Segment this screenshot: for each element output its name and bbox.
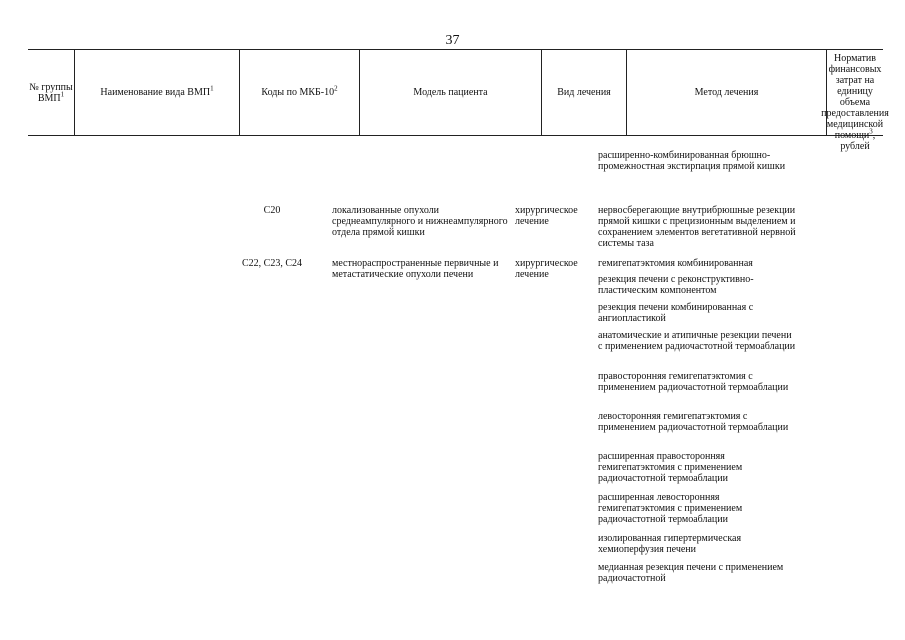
footnote-ref: 1 bbox=[60, 90, 65, 99]
method-cell: резекция печени с реконструктивно-пластическим компонентом bbox=[598, 274, 754, 296]
header-treatment-method-label: Метод лечения bbox=[694, 87, 759, 98]
method-cell: правосторонняя гемигепатэктомия с применением радиочастотной термоаблации bbox=[598, 371, 789, 393]
method-cell: анатомические и атипичные резекции печени с применением радиочастотной термоаблации bbox=[598, 330, 796, 352]
footnote-ref: 1 bbox=[210, 84, 214, 93]
header-cost-norm bbox=[821, 50, 889, 152]
header-treatment-type-label: Вид лечения bbox=[557, 87, 611, 98]
header-treatment-type bbox=[541, 50, 626, 135]
method-cell: резекция печени комбинированная с ангиопластикой bbox=[598, 302, 754, 324]
footnote-ref: 2 bbox=[334, 84, 338, 93]
method-cell: гемигепатэктомия комбинированная bbox=[598, 258, 753, 269]
header-patient-model-label: Модель пациента bbox=[413, 87, 488, 98]
header-vmp-name-label: Наименование вида ВМП bbox=[100, 87, 211, 98]
header-group-number-label: № группы ВМП bbox=[29, 81, 73, 104]
method-cell: нервосберегающие внутрибрюшные резекции прямой кишки с прецизионным выделением и сохранением элементов вегетативной нервной системы таза bbox=[598, 205, 796, 249]
header-group-number bbox=[28, 50, 74, 135]
method-cell: расширенная правосторонняя гемигепатэктомия с применением радиочастотной термоаблации bbox=[598, 451, 743, 484]
treatment-type-cell: хирургическое лечение bbox=[515, 205, 578, 227]
header-vmp-name bbox=[74, 50, 239, 135]
method-cell: расширенная левосторонняя гемигепатэктомия с применением радиочастотной термоаблации bbox=[598, 492, 743, 525]
page-number: 37 bbox=[445, 33, 460, 48]
header-treatment-method bbox=[626, 50, 826, 135]
icd-code-cell: C20 bbox=[263, 205, 281, 216]
footnote-ref: 3 bbox=[869, 127, 873, 136]
icd-code-cell: C22, C23, C24 bbox=[241, 258, 302, 269]
patient-model-cell: местнораспространенные первичные и метастатические опухоли печени bbox=[332, 258, 499, 280]
treatment-type-cell: хирургическое лечение bbox=[515, 258, 578, 280]
method-cell: левосторонняя гемигепатэктомия с применением радиочастотной термоаблации bbox=[598, 411, 789, 433]
header-cost-norm-tail: , рублей bbox=[840, 130, 876, 152]
method-cell: медианная резекция печени с применением радиочастотной bbox=[598, 562, 784, 584]
patient-model-cell: локализованные опухоли среднеампулярного и нижнеампулярного отдела прямой кишки bbox=[332, 205, 508, 238]
header-icd-codes bbox=[239, 50, 359, 135]
header-patient-model bbox=[359, 50, 541, 135]
method-cell: расширенно-комбинированная брюшно-промежностная экстирпация прямой кишки bbox=[598, 150, 786, 172]
header-icd-codes-label: Коды по МКБ-10 bbox=[261, 87, 335, 98]
header-cost-norm-label: Норматив финансовых затрат на единицу объема предоставления медицинской помощи bbox=[821, 53, 889, 141]
table-header bbox=[28, 49, 889, 152]
method-cell: изолированная гипертермическая хемиоперфузия печени bbox=[598, 533, 742, 555]
